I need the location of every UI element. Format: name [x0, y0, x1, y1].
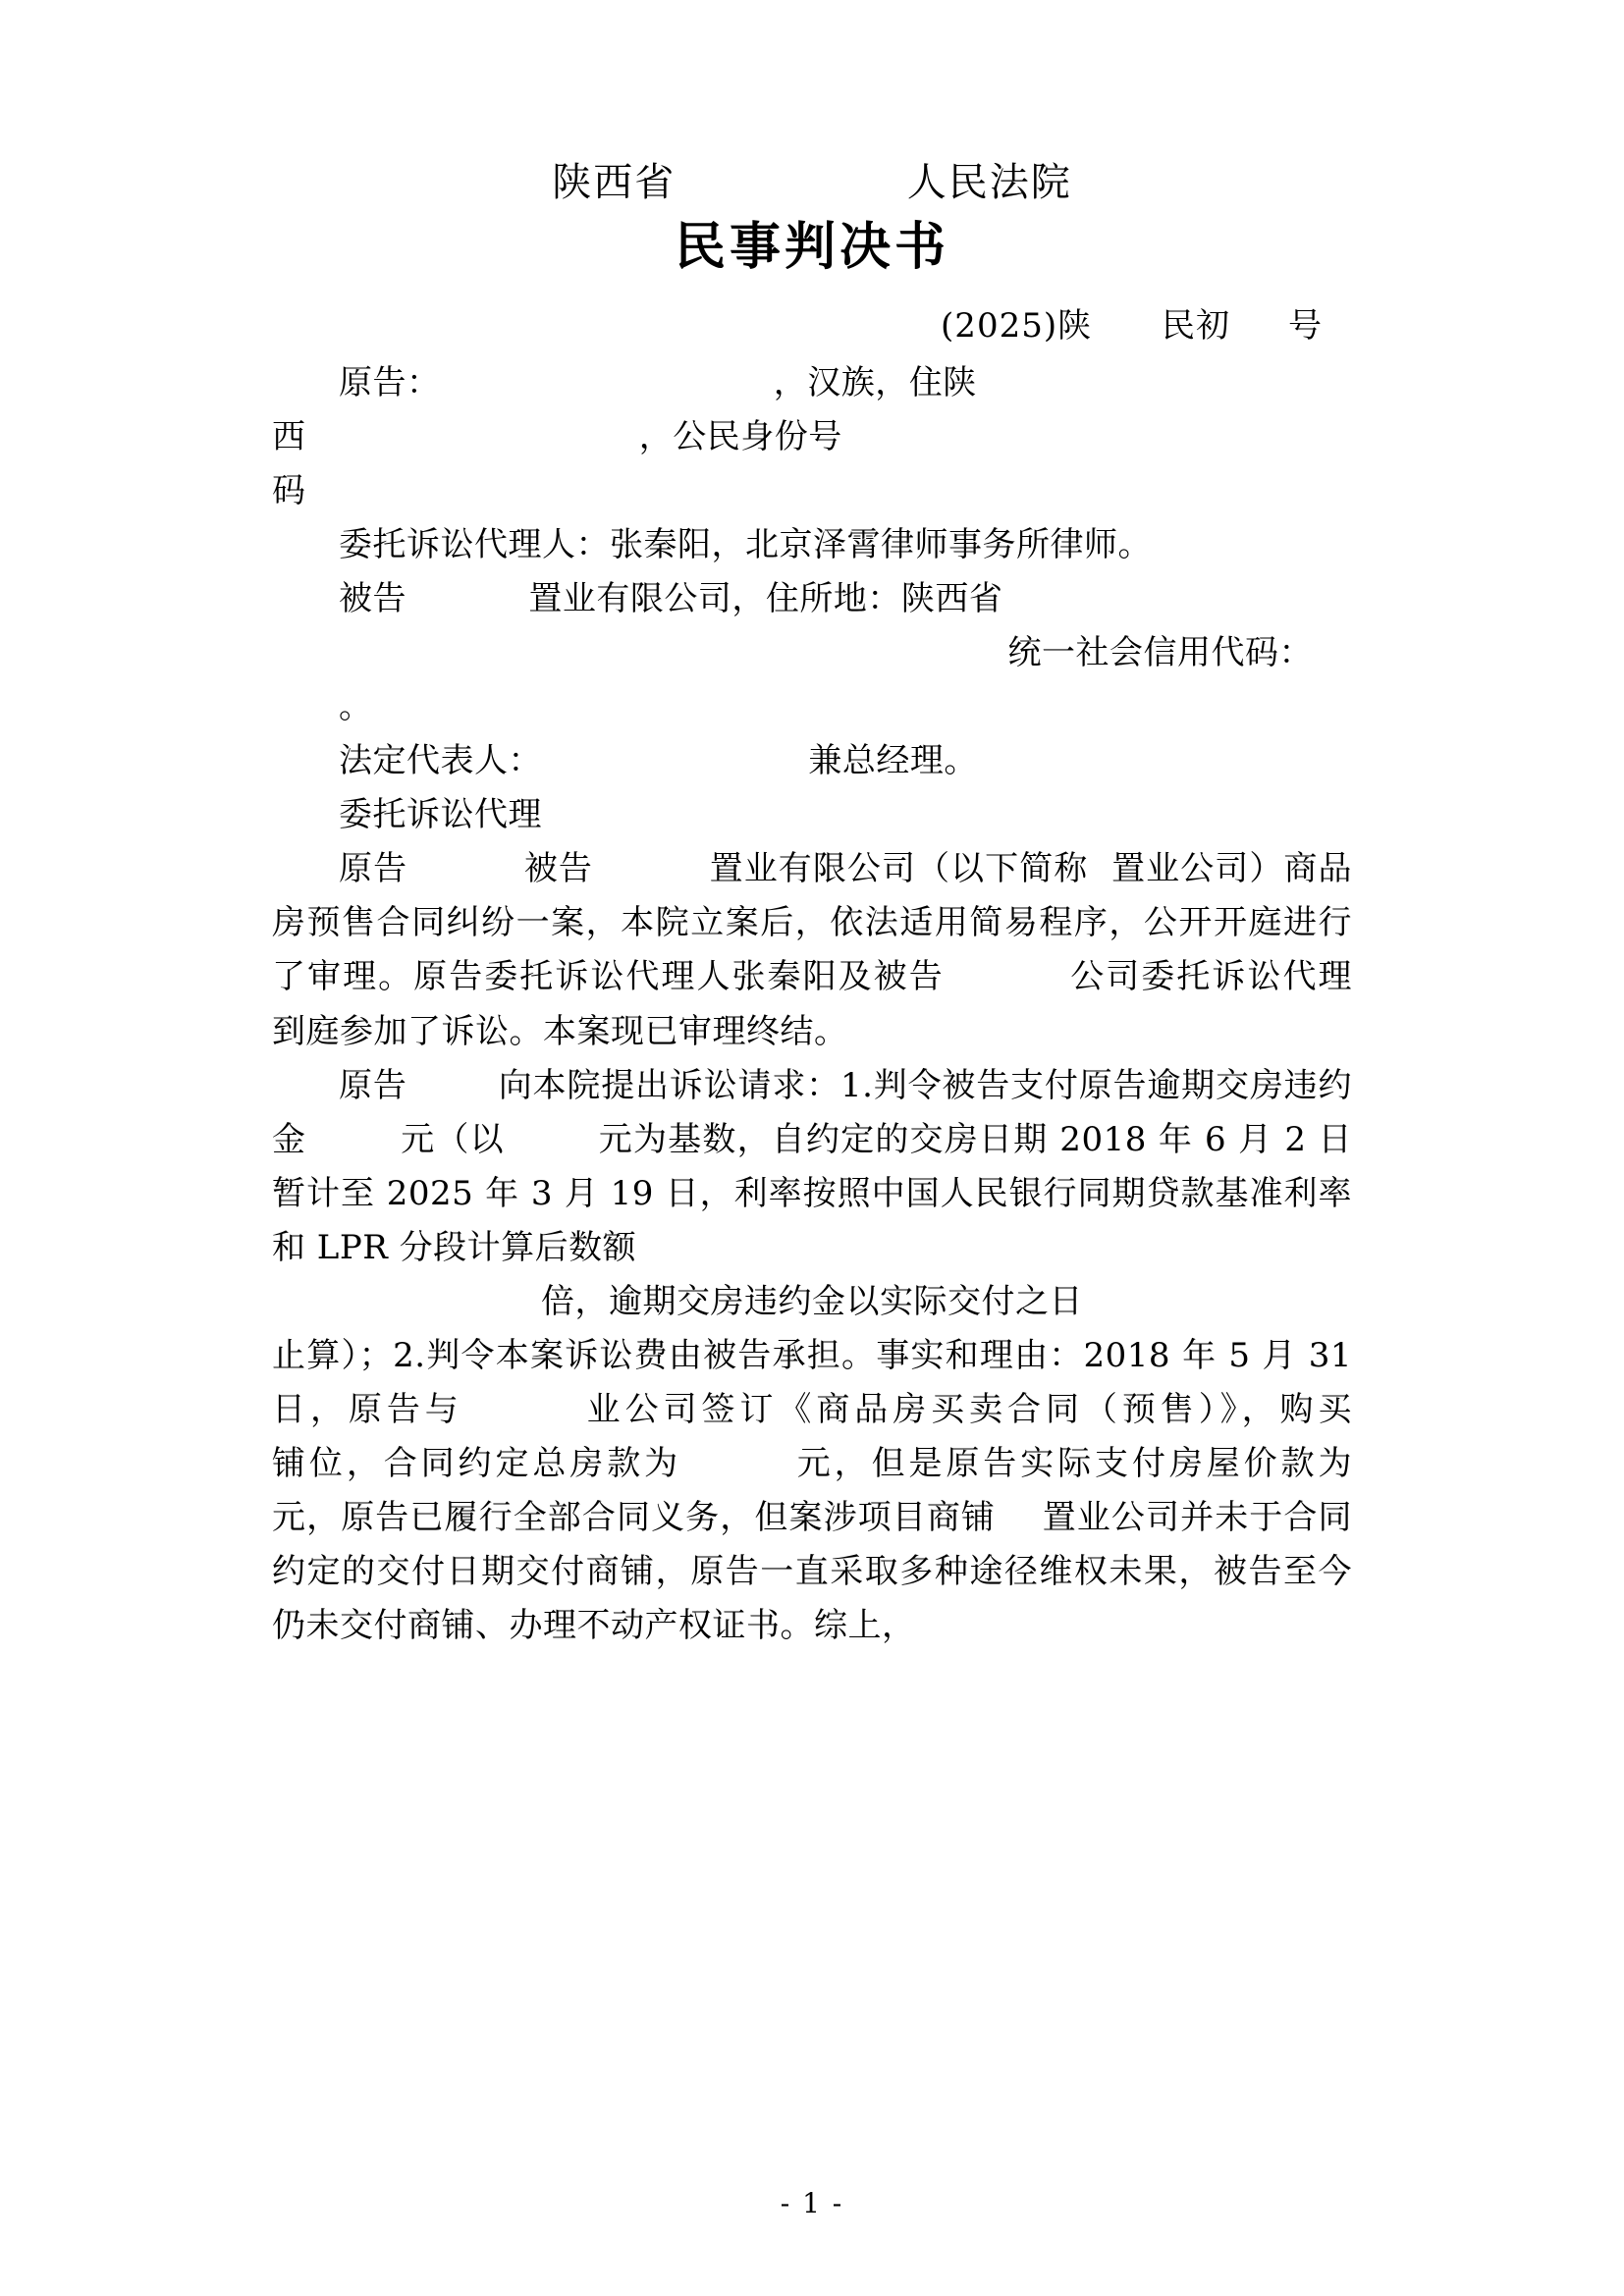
paragraph-case-summary: 原告 被告 置业有限公司（以下简称 置业公司）商品房预售合同纠纷一案，本院立案后，依法适用简易程序，公开开庭进行了审理。原告委托诉讼代理人张秦阳及被告 公司委托诉讼代理 到庭参加了诉讼。本案现已审理终结。: [272, 849, 1441, 1051]
document-title: 民事判决书: [674, 217, 949, 277]
paragraph-plaintiff: 原告： ，汉族，住陕: [339, 362, 977, 402]
court-name: 陕西省 人民法院: [552, 160, 1072, 205]
paragraph-credit-code: [272, 626, 1352, 680]
paragraph-legal-representative: 法定代表人： 兼总经理。: [339, 741, 978, 781]
paragraph-facts: 止算）；2.判令本案诉讼费由被告承担。事实和理由：2018 年 5 月 31 日，原告与 业公司签订《商品房买卖合同（预售）》，购买 铺位，合同约定总房款为 元，但是原告实际支付房屋价款为 元，原告已履行全部合同义务，但案涉项目商铺 置业公司并未于合同约定的交付日期交付商铺，原告一直采取多种途径维权未果，被告至今仍未交付商铺、办理不动产权证书。综上，: [272, 1336, 1530, 1646]
paragraph-plaintiff-cont: 西 ，公民身份号: [272, 416, 842, 456]
paragraph-credit-code-value: 。: [339, 687, 373, 727]
claims-cont-text: 倍，逾期交房违约金以实际交付之日: [541, 1281, 1083, 1321]
paragraph-defendant: 被告 置业有限公司，住所地：陕西省: [339, 578, 1003, 618]
paragraph-claims: 原告 向本院提出诉讼请求：1.判令被告支付原告逾期交房违约金 元（以 元为基数，自约定的交房日期 2018 年 6 月 2 日暂计至 2025 年 3 月 19 日，利率按照中国人民银行同期贷款基准利率和 LPR 分段计算后数额: [272, 1065, 1352, 1267]
paragraph-plaintiff-id: 码: [272, 470, 306, 510]
case-number: (2025)陕 民初 号: [941, 305, 1323, 346]
paragraph-claims-cont: [272, 1275, 1352, 1329]
paragraph-defendant-agent: 委托诉讼代理: [339, 795, 542, 835]
credit-code-text: 统一社会信用代码：: [1007, 632, 1313, 672]
document-body: [272, 157, 1530, 1653]
page-number: - 1 -: [780, 2187, 844, 2219]
paragraph-plaintiff-agent: 委托诉讼代理人：张秦阳，北京泽霄律师事务所律师。: [339, 524, 1152, 564]
